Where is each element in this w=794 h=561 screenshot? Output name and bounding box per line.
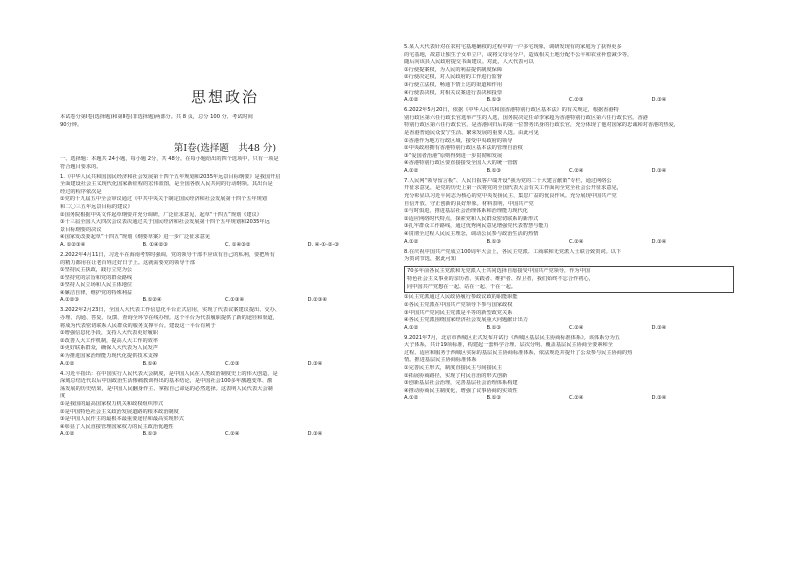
question-text-line: ②适应网络时代特点，探索党和人民群众密切联系的新形式 [404, 215, 539, 222]
right-question-list [404, 44, 734, 405]
question-block [404, 294, 734, 332]
question-text-line: 情。推进基层民主协商标准体系 [404, 357, 477, 364]
question-text-line: ②是中国特色社会主义政治发展道路的根本政治制度 [60, 408, 179, 415]
page-title: 思想政治 [190, 88, 259, 106]
answer-option: C.②④ [569, 238, 584, 245]
answer-options [404, 395, 734, 403]
question-text-line: 4.习近平指出：在中国实行人民代表大会制度，是中国人民在人类政治制度史上的伟大创造，是 [60, 370, 278, 377]
answer-option: D.③④ [651, 395, 667, 402]
left-column [60, 0, 390, 561]
question-text-line: ②行使决定权，对人民政府的工作进行监督 [404, 74, 503, 81]
question-text-line: 自信开放、守正创新的良好形象。材料表明，中国共产党 [404, 200, 534, 207]
question-block [404, 44, 734, 105]
answer-option: B.①③ [142, 431, 158, 438]
answer-option: A.①② [404, 97, 419, 104]
question-text-line: 7.人民网“领导留言板”、人民日报客户端开设“我为党的二十大建言献策”专栏，通过网络公 [404, 177, 612, 184]
question-text-line: ③十三届全国人大四次会议表决通过关于国民经济和社会发展第十四个五年规划和2035年远 [60, 219, 270, 226]
question-text-line: ②坚持党的宗旨和党的群众路线 [60, 274, 133, 281]
question-text-line: ③行使立法权，畅通下情上达的渠道和作用 [404, 81, 503, 88]
question-block [60, 252, 390, 305]
answer-option: A.①② [60, 431, 75, 438]
question-text-line: 70多年前各民主党派和无党派人士共同选择自愿接受中国共产党领导，作为中国 [407, 268, 590, 275]
question-block [404, 335, 734, 403]
question-text-line: 3.2022年2月23日，全国人大代表工作信息化平台正式启用，实现了代表议案建议提出、交办、 [60, 307, 280, 314]
question-text-line: ④各民主党派围绕国家经济社会发展重大问题献计出力 [404, 317, 528, 324]
question-text-line: ③是中国人民作主的最根本最重要途径和最高实现形式 [60, 416, 184, 423]
question-block [404, 249, 734, 264]
question-text-line: 的精力都用在让老百姓过好日子上。这就需要党的领导干部 [60, 259, 195, 266]
answer-option: C.②④ [569, 395, 584, 402]
question-text-line: 充分彰显以习近平同志为核心的党中央发扬民主、集思广益的优良作风。充分展现中国共产党 [404, 193, 617, 200]
question-text-line: 同中国共产党想在一起、站在一起、干在一起。 [407, 283, 516, 290]
answer-option: C.①③④ [225, 297, 245, 304]
question-text-line: 8.在庆祝中国共产党成立100周年大会上，各民主党派、工商联和无党派人士联合致贺词。以下 [404, 248, 622, 255]
answer-option: A.①② [404, 395, 419, 402]
question-text-line: ③中国共产党同民主党派是平等的新型政党关系 [404, 309, 513, 316]
answer-option: C. ①④③② [225, 241, 251, 248]
answer-option: A.①② [60, 360, 75, 367]
question-text-line: 特别行政区第六任行政长官，是香港回归后的第一位警务出身的行政长官，充分体现了他对国家的忠诚和对香港的热爱， [404, 122, 679, 129]
answer-options [60, 431, 390, 439]
question-text-line: 随后向该县人民政府提交书面建议。对此，人大代表可以 [404, 59, 534, 66]
question-text-line: ④行使表决权，对相关议案进行表决和投票 [404, 89, 503, 96]
answer-option: B.①③ [486, 167, 502, 174]
question-text-line: 景目标纲要的决议 [60, 226, 102, 233]
answer-options [60, 242, 390, 250]
question-text-line: ③坚持人民立场和人民主体地位 [60, 282, 133, 289]
question-text-line: 开征求意见，是党的历史上第一次将党的全国代表大会有关工作面向全党全社会公开征求意见， [404, 185, 622, 192]
answer-option: D. ④-①-②-③ [307, 241, 340, 248]
question-text-line: ①香港作为地方行政区域，接受中央政府的领导 [404, 137, 513, 144]
quote-box [404, 266, 734, 293]
answer-option: D.③④ [651, 238, 667, 245]
answer-option: B.①③ [486, 238, 502, 245]
question-text-line: 全面建设社会主义现代化国家新征程的宏伟蓝图，是全国各族人民共同的行动纲领。其出台是 [60, 181, 273, 188]
answer-option: A.①② [404, 167, 419, 174]
notice-line: 90分钟。 [60, 121, 83, 128]
question-text-line: ①民主党派通过人民政协履行参政议政的职能职能 [404, 294, 518, 301]
answer-options [60, 361, 390, 369]
right-column [404, 0, 734, 561]
answer-option: A.①② [404, 324, 419, 331]
answer-option: B.①③ [486, 324, 502, 331]
answer-option: B. ①④②③ [142, 241, 168, 248]
question-text-line: ①与时俱进，推进基层社会治理体系和治理能力现代化 [404, 208, 528, 215]
question-text-line: ③创新基层社会治理，完善基层社会治理体系构建 [404, 380, 518, 387]
question-text-line: 一、选择题：本题共 24小题，每小题 2分，共 48分。在每小题给出的四个选项中，只有一项是 [60, 156, 279, 162]
question-text-line: 过程、适应和服务于西城区实际的基层民主协商标准体系，依法规范并提升了公众参与民主协商的热 [404, 349, 633, 356]
answer-option: C.②③ [569, 97, 584, 104]
question-text-line: ①完善民主形式，制度直接民主与间接民主 [404, 365, 503, 372]
answer-option: C.②④ [569, 324, 584, 331]
question-text-line: 别行政区第六任行政长官选举产生的人选，国务院决定任命李家超为香港特别行政区第六任行政长官。香港 [404, 114, 648, 121]
question-text-line: 符合题目要求的。 [60, 163, 102, 170]
left-question-list [60, 156, 390, 441]
question-text-line: ②国务院根据中央文件起草纲要并充分调研，广泛征求意见，起草“十四五”规划《建议》 [60, 211, 262, 218]
question-text-line: ④国家发改委起草“十四五”规划《纲要草案》进一步广泛征求意见 [60, 234, 211, 241]
question-block [60, 307, 390, 368]
question-text-line: 是香港普通民众安宁生活、繁荣发展的重要人选。由此可见 [404, 129, 539, 136]
answer-option: D.②③④ [307, 297, 328, 304]
question-text-line: 大子体系，共计19项标准，构建起一套科学合理、层次分明、覆盖基层民主协商全要素和全 [404, 342, 613, 349]
question-text-line: ①党的十九届五中全会审议通过《中共中央关于制定国民经济和社会发展第十四个五年规划 [60, 196, 267, 203]
question-text-line: 荡发展的历史结果，是中国人民翻身作主、掌握自己命运的必然选择。这表明人民代表大会制 [60, 385, 273, 392]
question-block [60, 156, 390, 171]
question-text-line: ②改善人大工作机制，提高人大工作的效率 [60, 337, 159, 344]
question-text-line: 1.《中华人民共和国国民经济和社会发展第十四个五年规划和2035年远景目标纲要》是我国开启 [60, 173, 281, 180]
answer-option: C.②④ [569, 167, 584, 174]
answer-option: D.③④ [307, 431, 323, 438]
answer-option: B.①④ [142, 360, 158, 367]
question-text-line: 的宅基地，故意让独生子女单立户，或将父母另分户，造成相关土地分配不公平和农业补偿减少等， [404, 51, 633, 58]
question-text-line: ③更好联系群众，确保人大代表为人民发声 [60, 345, 159, 352]
question-text-line: ②各民主党派在中国共产党领导下参与国家政权 [404, 301, 513, 308]
exam-notice [60, 114, 390, 129]
answer-options [404, 97, 734, 105]
question-text-line: ④为推进国家治理能力现代化提供技术支撑 [60, 353, 159, 360]
question-text-line: 深刻总结近代以后中国政治生活惨痛教训得出的基本结论，是中国社会100多年激越变革、激 [60, 378, 273, 385]
question-text-line: 经过的程序依次是 [60, 188, 102, 195]
question-text-line: ③扎牢群众工作路线，通过优秀网民意见增强党代表智慧与能力 [404, 223, 549, 230]
section-heading: 第Ⅰ卷(选择题 共48 分) [173, 143, 277, 154]
answer-option: B.①③ [486, 97, 502, 104]
question-text-line: 度 [60, 393, 66, 400]
question-text-line: ①增强信息化手段，支持人大代表更好履职 [60, 330, 159, 337]
answer-option: D.③④ [307, 360, 323, 367]
answer-option: C.②④ [225, 431, 240, 438]
question-text-line: 为贺词节选，据此可知 [404, 256, 456, 263]
answer-options [60, 297, 390, 305]
question-text-line: 2.2022年4月11日，习近平在海南考察时强调，党的领导干部不应该有自己的私利，要把所有 [60, 251, 275, 258]
question-text-line: ②中央政府拥有香港特别行政区基本法的管理自治权 [404, 145, 523, 152]
answer-option: D.③④ [651, 167, 667, 174]
question-block [60, 371, 390, 439]
answer-option: A. ①②③④ [60, 241, 86, 248]
question-block [60, 174, 390, 250]
question-text-line: 特色社会主义事业的亲历者、实践者、维护者、捍卫者，我们始终不忘合作初心， [407, 275, 594, 282]
answer-option: D.③④ [651, 324, 667, 331]
question-text-line: ①是我国的最高国家权力机关和政权组织形式 [60, 400, 164, 407]
question-text-line: ①行使提案权，为人民的利益提供制度保障 [404, 66, 503, 73]
answer-option: A.①②③ [60, 297, 80, 304]
question-text-line: 办理、沟通、答复、反馈、查询全环节在线办理。这个平台为代表履职提供了新的途径和渠道， [60, 315, 278, 322]
question-text-line: 将成为代表密切联系人民群众的服务支撑平台。建设这一平台有利于 [60, 322, 216, 329]
answer-options [404, 239, 734, 247]
question-text-line: 和二〇三五年远景目标的建议》 [60, 203, 133, 210]
question-text-line: ④贯彻全过程人民民主理念，调动公民参与政治生活的热情 [404, 231, 539, 238]
question-text-line: 6.2022年5月20日，依据《中华人民共和国香港特别行政区基本法》的有关规定，根据香港特 [404, 107, 619, 114]
question-block [404, 178, 734, 246]
answer-option: A.①② [404, 238, 419, 245]
question-text-line: ④廉洁自律，维护党的特殊利益 [60, 289, 133, 296]
answer-option: D.③④ [651, 97, 667, 104]
answer-option: C.②③ [225, 360, 240, 367]
answer-option: B.①③ [486, 395, 502, 402]
question-text-line: ②拓展协商路径，实现了村民自治的形式创新 [404, 372, 508, 379]
answer-option: B.①②④ [142, 297, 162, 304]
answer-options [404, 325, 734, 333]
question-text-line: ③“爱国者治港”原则得到进一步贯彻和发展 [404, 152, 503, 159]
question-text-line: ④彰显了人民直接管理国家权力的民主政治优越性 [60, 423, 174, 430]
question-block [404, 107, 734, 175]
question-text-line: 5.某人大代表针对在农村宅基地确权的过程中的一户多宅现象，调研发现有的家庭为了获得更多 [404, 44, 622, 50]
question-text-line: 9.2021年7月，北京市西城区正式发布并试行《西城区基层民主协商标准体系》。该体系分为五 [404, 334, 620, 341]
notice-line: 本试卷分第Ⅰ卷(选择题)和第Ⅱ卷(非选择题)两部分。共 8 页，总分 100 分，考试时间 [60, 114, 253, 120]
question-text-line: ④推动协商民主制度化，增强了议事协商的实效性 [404, 387, 518, 394]
question-text-line: ④香港特别行政区要直接接受全国人大的统一管辖 [404, 160, 518, 167]
answer-options [404, 168, 734, 176]
question-text-line: ①坚持民主执政，践行立党为公 [60, 267, 133, 274]
